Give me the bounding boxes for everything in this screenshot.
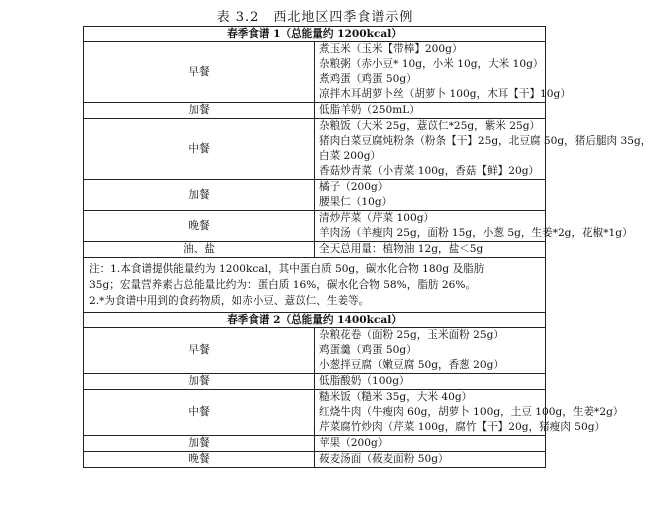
food-item: 煮玉米（玉米【带棒】200g）: [319, 43, 463, 55]
table-row: [84, 211, 546, 242]
food-item: 清炒芹菜（芹菜 100g）: [319, 212, 435, 224]
food-item: 杂粮粥（赤小豆* 10g，小米 10g，大米 10g）: [319, 58, 544, 70]
food-item: 橘子（200g）: [319, 181, 389, 193]
meal-items: [315, 242, 546, 258]
recipe2-header-row: [84, 313, 546, 328]
meal-items: [315, 211, 633, 242]
table-row: [84, 42, 546, 103]
food-item: 腰果仁（10g）: [319, 196, 393, 208]
table-row: [84, 119, 546, 180]
table-row: [84, 242, 546, 258]
table-row: [84, 328, 546, 374]
meal-label: 油、盐: [84, 242, 315, 258]
meal-items: [315, 328, 546, 374]
table-row: [84, 390, 546, 436]
meal-items: [315, 436, 546, 452]
food-item: 猪肉白菜豆腐炖粉条（粉条【干】25g，北豆腐 50g，猪后腿肉 35g，: [319, 135, 651, 147]
food-item: 鸡蛋羹（鸡蛋 50g）: [319, 344, 417, 356]
food-item: 全天总用量：植物油 12g，盐＜5g: [319, 243, 484, 255]
recipe1-header: 春季食谱 1（总能量约 1200kcal）: [84, 27, 546, 42]
table-row: [84, 452, 546, 468]
food-item: 小葱拌豆腐（嫩豆腐 50g，香葱 20g）: [319, 359, 504, 371]
table-row: [84, 180, 546, 211]
meal-items: [315, 374, 546, 390]
recipe1-header-row: [84, 27, 546, 42]
food-item: 糙米饭（糙米 35g，大米 40g）: [319, 391, 473, 403]
table-title: 表 3.2 西北地区四季食谱示例: [216, 10, 414, 25]
recipe2-header: 春季食谱 2（总能量约 1400kcal）: [84, 313, 546, 328]
meal-items: [315, 42, 571, 103]
table-row: [84, 374, 546, 390]
food-item: 苹果（200g）: [319, 437, 389, 449]
meal-items: [315, 103, 546, 119]
meal-label: 加餐: [84, 103, 315, 119]
meal-label: 中餐: [84, 119, 315, 180]
food-item: 芹菜腐竹炒肉（芹菜 100g，腐竹【干】20g，猪瘦肉 50g）: [319, 421, 606, 433]
meal-label: 中餐: [84, 390, 315, 436]
recipe-table: [83, 26, 651, 468]
meal-label: 晚餐: [84, 211, 315, 242]
food-item: 低脂羊奶（250mL）: [319, 104, 420, 116]
meal-label: 加餐: [84, 436, 315, 452]
food-item: 杂粮花卷（面粉 25g，玉米面粉 25g）: [319, 329, 504, 341]
note-line: 2.*为食谱中用到的食药物质，如赤小豆、薏苡仁、生姜等。: [89, 295, 370, 307]
meal-items: [315, 452, 546, 468]
food-item: 白菜 200g）: [319, 150, 382, 162]
note-line: 35g；宏量营养素占总能量比约为：蛋白质 16%，碳水化合物 58%，脂肪 26%。: [89, 279, 477, 291]
meal-label: 加餐: [84, 374, 315, 390]
table-row: [84, 103, 546, 119]
food-item: 莜麦汤面（莜麦面粉 50g）: [319, 453, 449, 465]
meal-label: 晚餐: [84, 452, 315, 468]
table-row: [84, 436, 546, 452]
food-item: 羊肉汤（羊瘦肉 25g，面粉 15g，小葱 5g，生姜*2g，花椒*1g）: [319, 227, 633, 239]
food-item: 凉拌木耳胡萝卜丝（胡萝卜 100g，木耳【干】10g）: [319, 88, 571, 100]
recipe1-notes: [84, 258, 546, 313]
food-item: 香菇炒青菜（小青菜 100g，香菇【鲜】20g）: [319, 165, 540, 177]
food-item: 煮鸡蛋（鸡蛋 50g）: [319, 73, 417, 85]
meal-items: [315, 180, 546, 211]
meal-items: [315, 390, 624, 436]
note-line: 注：1.本食谱提供能量约为 1200kcal，其中蛋白质 50g，碳水化合物 180g 及脂肪: [89, 263, 485, 275]
meal-items: [315, 119, 651, 180]
meal-label: 早餐: [84, 328, 315, 374]
food-item: 红烧牛肉（牛瘦肉 60g，胡萝卜 100g，土豆 100g，生姜*2g）: [319, 406, 624, 418]
food-item: 低脂酸奶（100g）: [319, 375, 410, 387]
meal-label: 加餐: [84, 180, 315, 211]
recipe1-notes-row: [84, 258, 546, 313]
food-item: 杂粮饭（大米 25g，薏苡仁*25g，紫米 25g）: [319, 120, 541, 132]
meal-label: 早餐: [84, 42, 315, 103]
